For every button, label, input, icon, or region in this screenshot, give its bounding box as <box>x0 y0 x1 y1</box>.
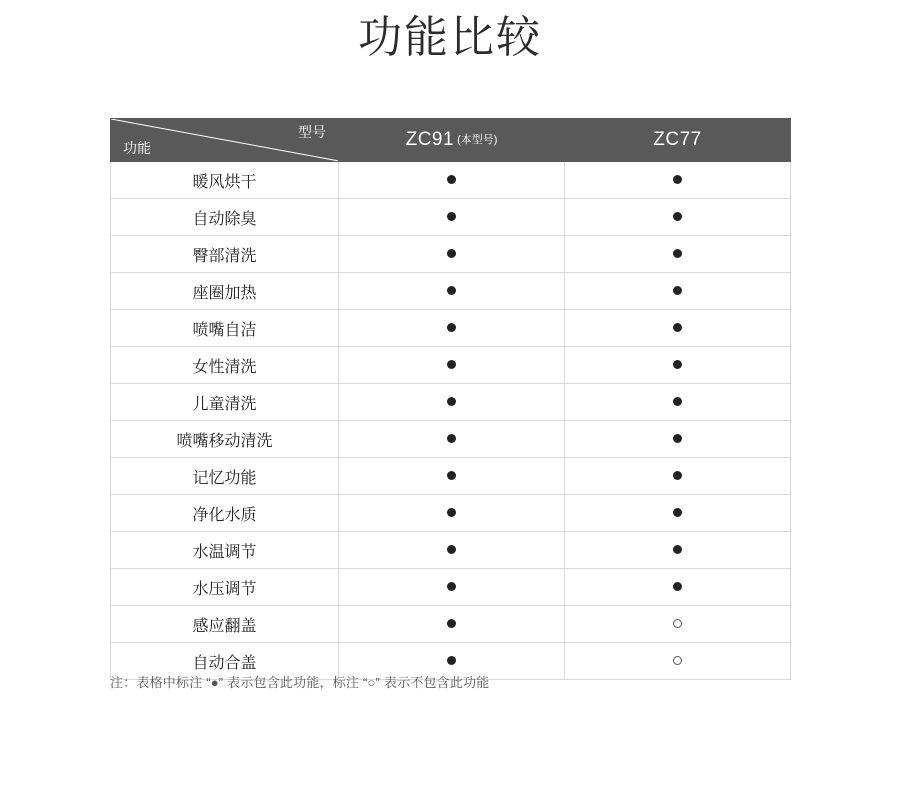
header-column-zc91 <box>339 119 565 162</box>
cell-zc91 <box>339 162 565 199</box>
table-row <box>111 384 791 421</box>
feature-label: 儿童清洗 <box>111 384 339 421</box>
included-dot-icon <box>447 360 456 369</box>
included-dot-icon <box>447 434 456 443</box>
feature-label: 座圈加热 <box>111 273 339 310</box>
cell-zc77 <box>565 236 791 273</box>
included-dot-icon <box>673 323 682 332</box>
cell-zc91 <box>339 421 565 458</box>
included-dot-icon <box>673 471 682 480</box>
table-row <box>111 421 791 458</box>
feature-comparison-table <box>110 118 791 680</box>
cell-zc91 <box>339 606 565 643</box>
cell-zc77 <box>565 199 791 236</box>
included-dot-icon <box>447 656 456 665</box>
header-feature-label: 功能 <box>123 140 151 156</box>
table-row <box>111 606 791 643</box>
included-dot-icon <box>673 249 682 258</box>
feature-label: 喷嘴移动清洗 <box>111 421 339 458</box>
cell-zc77 <box>565 458 791 495</box>
table-row <box>111 569 791 606</box>
included-dot-icon <box>447 471 456 480</box>
included-dot-icon <box>447 286 456 295</box>
cell-zc91 <box>339 384 565 421</box>
included-dot-icon <box>673 360 682 369</box>
cell-zc77 <box>565 643 791 680</box>
included-dot-icon <box>673 508 682 517</box>
excluded-circle-icon <box>673 656 682 665</box>
page-title: 功能比较 <box>358 13 542 62</box>
table-row <box>111 347 791 384</box>
footnote: 注：表格中标注 “●” 表示包含此功能，标注 “○” 表示不包含此功能 <box>110 675 490 690</box>
included-dot-icon <box>673 175 682 184</box>
cell-zc91 <box>339 495 565 532</box>
header-corner-cell <box>111 119 339 162</box>
table-row <box>111 199 791 236</box>
cell-zc77 <box>565 384 791 421</box>
table-row <box>111 458 791 495</box>
cell-zc77 <box>565 495 791 532</box>
included-dot-icon <box>447 323 456 332</box>
table-header <box>111 119 791 162</box>
header-model-note-zc91: (本型号) <box>457 134 498 146</box>
included-dot-icon <box>673 434 682 443</box>
cell-zc77 <box>565 310 791 347</box>
included-dot-icon <box>447 249 456 258</box>
included-dot-icon <box>673 545 682 554</box>
feature-label: 记忆功能 <box>111 458 339 495</box>
cell-zc77 <box>565 569 791 606</box>
feature-label: 水压调节 <box>111 569 339 606</box>
cell-zc91 <box>339 236 565 273</box>
included-dot-icon <box>447 397 456 406</box>
cell-zc77 <box>565 421 791 458</box>
feature-label: 水温调节 <box>111 532 339 569</box>
included-dot-icon <box>673 212 682 221</box>
cell-zc91 <box>339 273 565 310</box>
included-dot-icon <box>447 212 456 221</box>
feature-label: 喷嘴自洁 <box>111 310 339 347</box>
table-body <box>111 162 791 680</box>
included-dot-icon <box>673 582 682 591</box>
cell-zc77 <box>565 532 791 569</box>
table-row <box>111 162 791 199</box>
excluded-circle-icon <box>673 619 682 628</box>
feature-label: 自动除臭 <box>111 199 339 236</box>
included-dot-icon <box>673 286 682 295</box>
cell-zc77 <box>565 273 791 310</box>
feature-label: 臀部清洗 <box>111 236 339 273</box>
header-row <box>111 119 791 162</box>
included-dot-icon <box>673 397 682 406</box>
table-row <box>111 310 791 347</box>
feature-label: 净化水质 <box>111 495 339 532</box>
feature-label: 自动合盖 <box>111 643 339 680</box>
header-model-label: 型号 <box>298 124 326 140</box>
feature-comparison-table-container <box>110 118 790 680</box>
cell-zc77 <box>565 162 791 199</box>
cell-zc77 <box>565 606 791 643</box>
cell-zc91 <box>339 458 565 495</box>
table-row <box>111 532 791 569</box>
header-model-name-zc77: ZC77 <box>653 129 702 150</box>
included-dot-icon <box>447 175 456 184</box>
included-dot-icon <box>447 619 456 628</box>
table-row <box>111 273 791 310</box>
included-dot-icon <box>447 545 456 554</box>
cell-zc91 <box>339 569 565 606</box>
table-row <box>111 495 791 532</box>
feature-label: 感应翻盖 <box>111 606 339 643</box>
cell-zc91 <box>339 199 565 236</box>
cell-zc91 <box>339 347 565 384</box>
feature-label: 暖风烘干 <box>111 162 339 199</box>
included-dot-icon <box>447 508 456 517</box>
included-dot-icon <box>447 582 456 591</box>
cell-zc77 <box>565 347 791 384</box>
header-model-name-zc91: ZC91 <box>405 129 455 150</box>
header-column-zc77 <box>565 119 791 162</box>
cell-zc91 <box>339 310 565 347</box>
feature-label: 女性清洗 <box>111 347 339 384</box>
cell-zc91 <box>339 532 565 569</box>
table-row <box>111 236 791 273</box>
